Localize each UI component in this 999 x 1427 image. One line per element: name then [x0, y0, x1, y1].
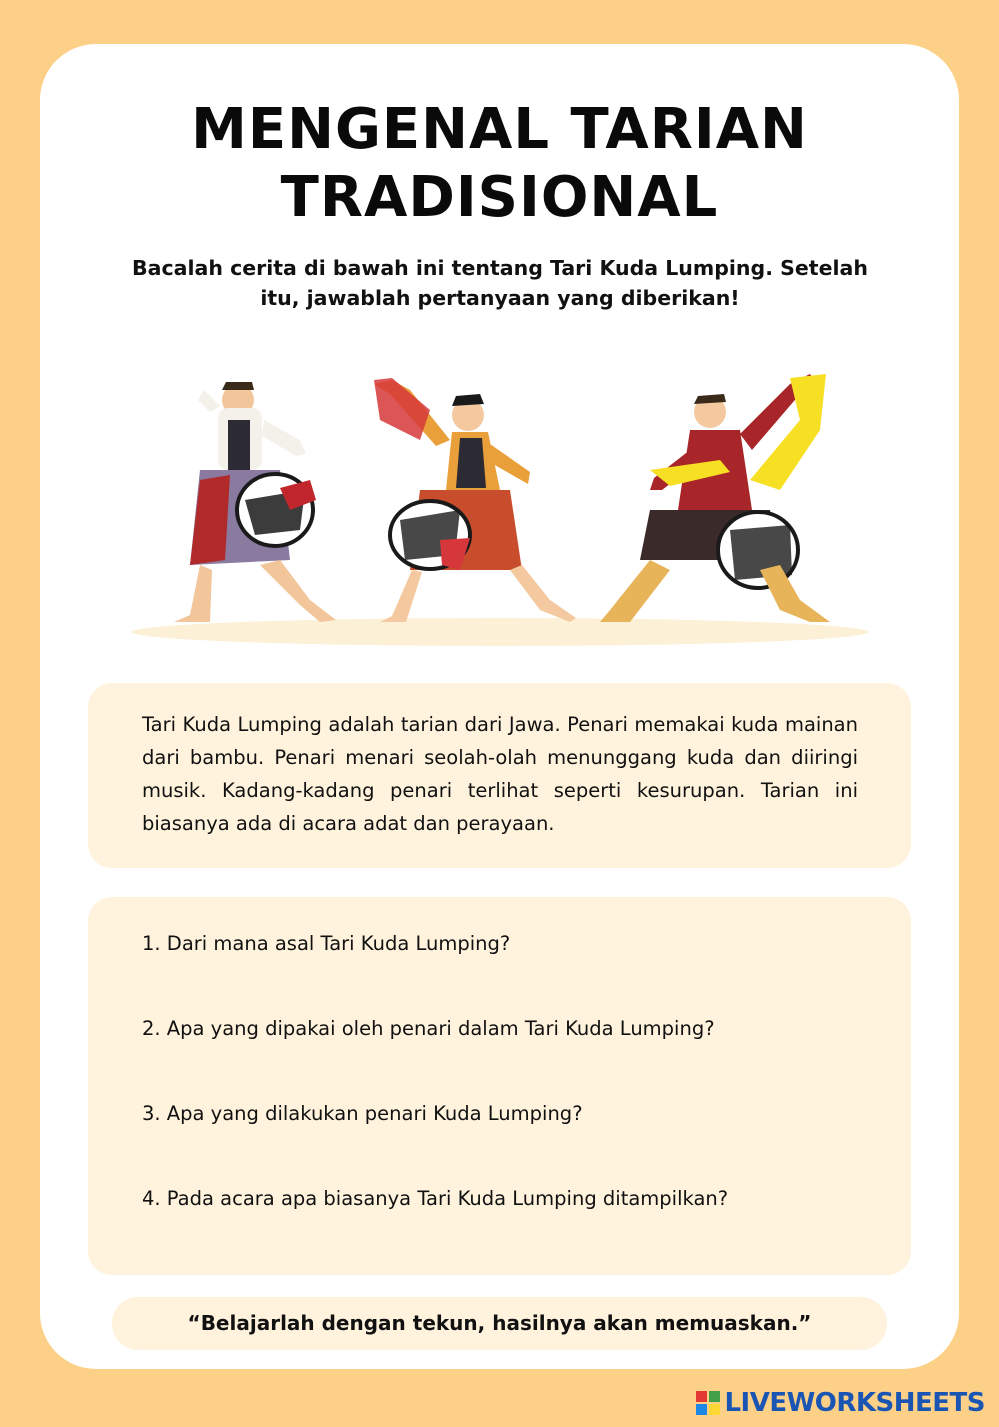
liveworksheets-logo-icon	[696, 1391, 720, 1415]
brand-text: LIVEWORKSHEETS	[724, 1388, 985, 1418]
questions-panel	[88, 897, 911, 1275]
instruction-text: Bacalah cerita di bawah ini tentang Tari Kuda Lumping. Setelah itu, jawablah pertanyaan yang diberikan!	[132, 256, 868, 310]
kuda-lumping-dancers-illustration	[130, 360, 870, 652]
story-text: Tari Kuda Lumping adalah tarian dari Jawa. Penari memakai kuda mainan dari bambu. Penari menari seolah-olah menunggang kuda dan diiringi musik. Kadang-kadang penari terlihat seperti kesurupan. Tarian ini biasanya ada di acara adat dan perayaan.	[142, 713, 858, 835]
dancer-3-figure	[600, 374, 830, 622]
liveworksheets-brand[interactable]	[696, 1387, 985, 1419]
page-title	[0, 96, 999, 232]
dancer-1-figure	[174, 382, 336, 622]
title-line-2: TRADISIONAL	[280, 165, 719, 230]
question-1: 1. Dari mana asal Tari Kuda Lumping?	[142, 932, 511, 955]
question-2: 2. Apa yang dipakai oleh penari dalam Tari Kuda Lumping?	[142, 1017, 715, 1040]
question-3: 3. Apa yang dilakukan penari Kuda Lumping?	[142, 1102, 583, 1125]
question-4: 4. Pada acara apa biasanya Tari Kuda Lumping ditampilkan?	[142, 1187, 729, 1210]
dancer-2-figure	[374, 378, 576, 622]
story-panel	[88, 683, 911, 868]
title-line-1: MENGENAL TARIAN	[191, 97, 808, 162]
motivational-quote: “Belajarlah dengan tekun, hasilnya akan memuaskan.”	[112, 1297, 887, 1350]
